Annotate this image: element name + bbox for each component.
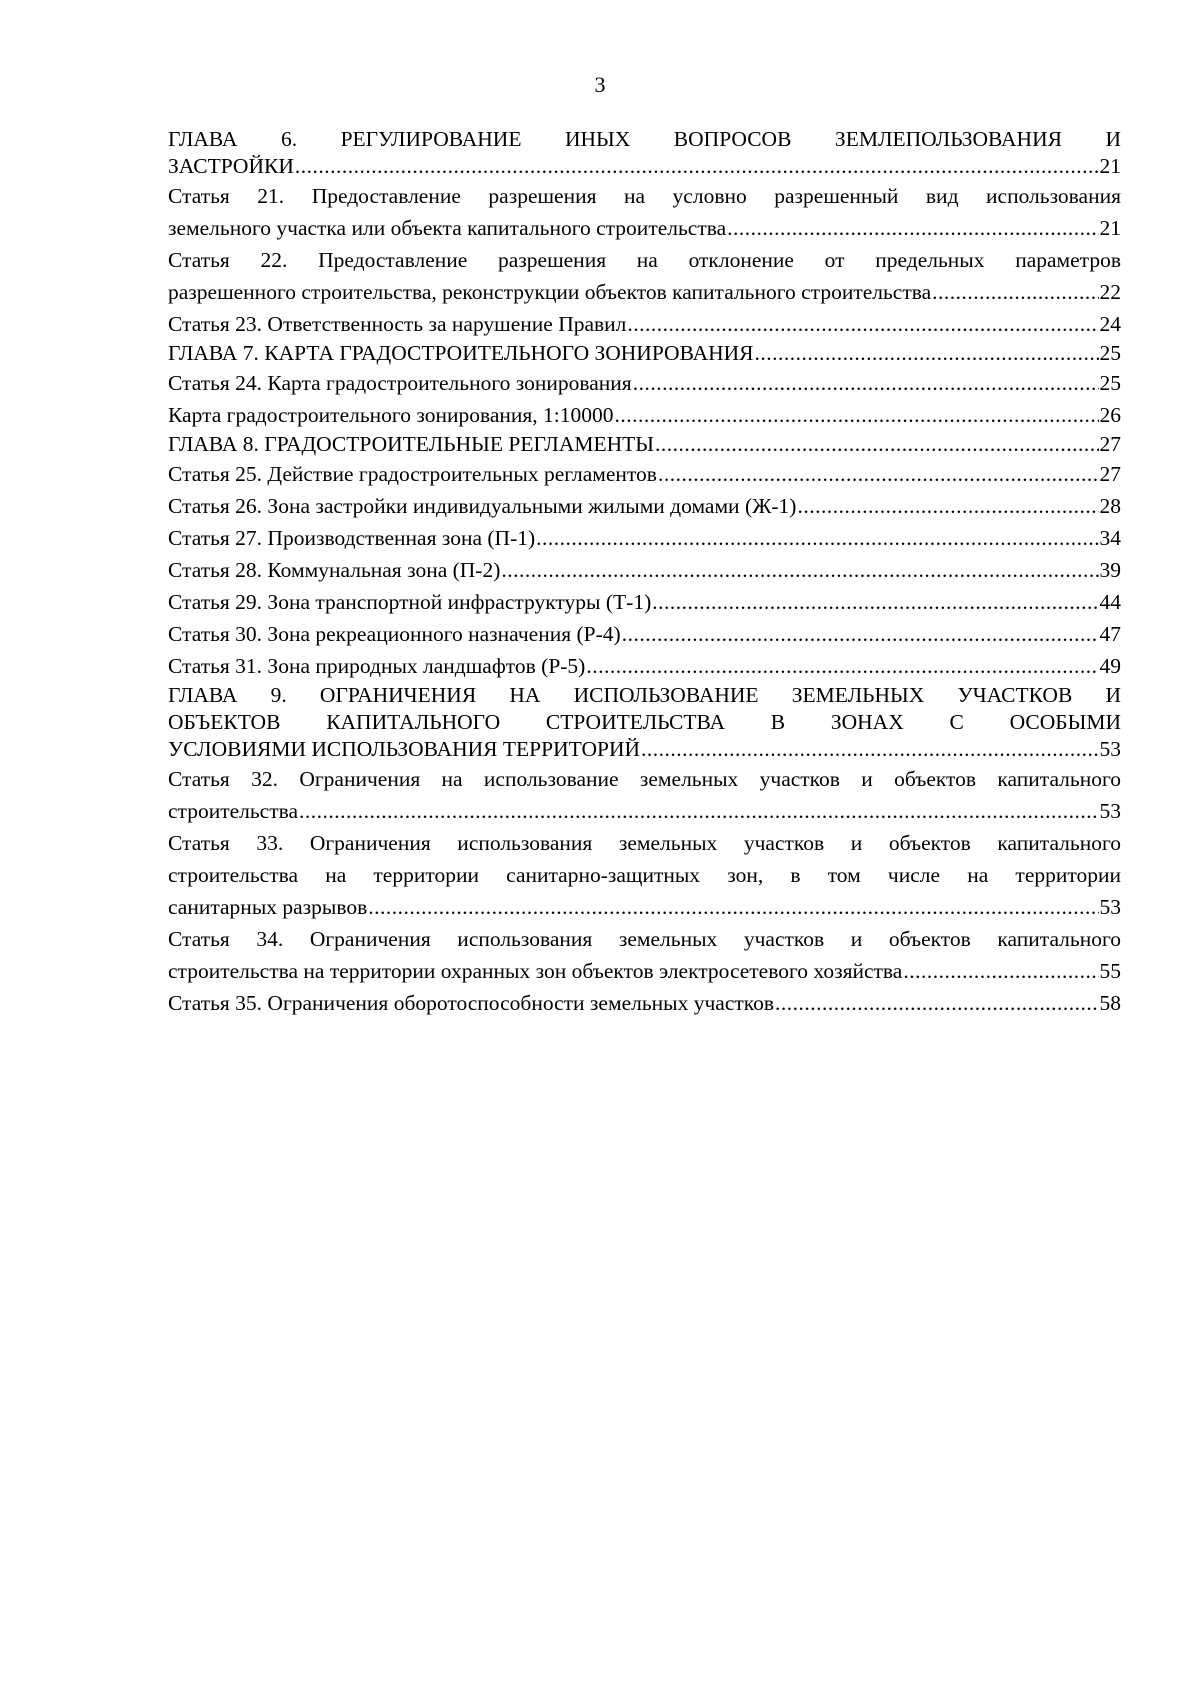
toc-entry-title: Статья 25. Действие градостроительных регламентов — [168, 462, 657, 486]
page-number: 3 — [594, 72, 606, 97]
toc-entry-title: строительства — [168, 799, 299, 823]
toc-page-number: 53 — [1099, 895, 1121, 919]
dot-leader — [627, 308, 1098, 340]
toc-entry-final-line — [168, 308, 1121, 340]
toc-entry-text-line: ГЛАВА 6. РЕГУЛИРОВАНИЕ ИНЫХ ВОПРОСОВ ЗЕМЛЕПОЛЬЗОВАНИЯ И — [168, 127, 1121, 151]
toc-entry-final-line — [168, 490, 1121, 522]
toc-entry-title: ГЛАВА 8. ГРАДОСТРОИТЕЛЬНЫЕ РЕГЛАМЕНТЫ — [168, 432, 655, 456]
dot-leader — [658, 458, 1099, 490]
toc-entry-text-line: ОБЪЕКТОВ КАПИТАЛЬНОГО СТРОИТЕЛЬСТВА В ЗОНАХ С ОСОБЫМИ — [168, 710, 1121, 734]
dot-leader — [536, 522, 1098, 554]
toc-entry-final-line — [168, 650, 1121, 682]
toc-entry-text-line: Статья 33. Ограничения использования земельных участков и объектов капитального — [168, 831, 1121, 855]
toc-entry-title: Статья 26. Зона застройки индивидуальными жилыми домами (Ж-1) — [168, 494, 797, 518]
toc-entry-title: Статья 31. Зона природных ландшафтов (Р-5) — [168, 654, 586, 678]
toc-page-number: 39 — [1099, 558, 1121, 582]
toc-entry-title: ГЛАВА 7. КАРТА ГРАДОСТРОИТЕЛЬНОГО ЗОНИРОВАНИЯ — [168, 341, 754, 365]
toc-page-number: 21 — [1099, 154, 1121, 178]
toc-page-number: 44 — [1099, 590, 1121, 614]
dot-leader — [655, 431, 1098, 458]
toc-entry-final-line — [168, 276, 1121, 308]
toc-entry-title: санитарных разрывов — [168, 895, 368, 919]
toc-page-number: 24 — [1099, 312, 1121, 336]
toc-entry-title: Карта градостроительного зонирования, 1:10000 — [168, 403, 614, 427]
toc-page-number: 34 — [1099, 526, 1121, 550]
toc-page-number: 27 — [1099, 462, 1121, 486]
toc-article-entry[interactable] — [168, 308, 1121, 340]
toc-page-number: 53 — [1099, 737, 1121, 761]
toc-chapter-entry[interactable] — [168, 340, 1121, 367]
toc-article-entry[interactable] — [168, 458, 1121, 490]
toc-entry-final-line — [168, 522, 1121, 554]
dot-leader — [586, 650, 1098, 682]
toc-entry-title: Статья 27. Производственная зона (П-1) — [168, 526, 536, 550]
dot-leader — [615, 399, 1099, 431]
dot-leader — [727, 212, 1098, 244]
toc-entry-final-line — [168, 795, 1121, 827]
toc-page-number: 25 — [1099, 371, 1121, 395]
toc-article-entry[interactable] — [168, 554, 1121, 586]
dot-leader — [903, 955, 1098, 987]
toc-entry-final-line — [168, 153, 1121, 180]
toc-article-entry[interactable] — [168, 180, 1121, 244]
toc-article-entry[interactable] — [168, 490, 1121, 522]
dot-leader — [295, 153, 1099, 180]
toc-entry-title: разрешенного строительства, реконструкции объектов капитального строительства — [168, 280, 932, 304]
toc-entry-final-line — [168, 431, 1121, 458]
toc-chapter-entry[interactable] — [168, 431, 1121, 458]
dot-leader — [633, 367, 1099, 399]
toc-page-number: 55 — [1099, 959, 1121, 983]
toc-entry-final-line — [168, 586, 1121, 618]
toc-article-entry[interactable] — [168, 618, 1121, 650]
toc-entry-final-line — [168, 618, 1121, 650]
toc-page-number: 49 — [1099, 654, 1121, 678]
toc-page-number: 22 — [1099, 280, 1121, 304]
toc-page-number: 28 — [1099, 494, 1121, 518]
toc-entry-final-line — [168, 891, 1121, 923]
table-of-contents — [168, 126, 1121, 1019]
toc-entry-title: Статья 30. Зона рекреационного назначения (Р-4) — [168, 622, 621, 646]
toc-article-entry[interactable] — [168, 923, 1121, 987]
toc-page-number: 26 — [1099, 403, 1121, 427]
dot-leader — [501, 554, 1098, 586]
toc-page-number: 47 — [1099, 622, 1121, 646]
toc-article-entry[interactable] — [168, 522, 1121, 554]
toc-chapter-entry[interactable] — [168, 126, 1121, 180]
toc-article-entry[interactable] — [168, 244, 1121, 308]
dot-leader — [797, 490, 1098, 522]
toc-page-number: 21 — [1099, 216, 1121, 240]
toc-entry-final-line — [168, 458, 1121, 490]
dot-leader — [368, 891, 1098, 923]
toc-entry-final-line — [168, 340, 1121, 367]
dot-leader — [932, 276, 1098, 308]
toc-entry-title: ЗАСТРОЙКИ — [168, 154, 294, 178]
toc-entry-title: УСЛОВИЯМИ ИСПОЛЬЗОВАНИЯ ТЕРРИТОРИЙ — [168, 737, 640, 761]
toc-article-entry[interactable] — [168, 987, 1121, 1019]
toc-page-number: 58 — [1099, 991, 1121, 1015]
toc-entry-text-line: Статья 22. Предоставление разрешения на отклонение от предельных параметров — [168, 248, 1121, 272]
dot-leader — [299, 795, 1098, 827]
toc-entry-text-line: Статья 32. Ограничения на использование земельных участков и объектов капитального — [168, 767, 1121, 791]
toc-article-entry[interactable] — [168, 827, 1121, 923]
dot-leader — [622, 618, 1099, 650]
toc-entry-title: Статья 29. Зона транспортной инфраструктуры (Т-1) — [168, 590, 652, 614]
toc-page-number: 53 — [1099, 799, 1121, 823]
toc-page-number: 25 — [1099, 341, 1121, 365]
toc-article-entry[interactable] — [168, 367, 1121, 399]
toc-entry-final-line — [168, 736, 1121, 763]
toc-chapter-entry[interactable] — [168, 682, 1121, 763]
toc-entry-final-line — [168, 367, 1121, 399]
toc-entry-final-line — [168, 987, 1121, 1019]
toc-entry-text-line: Статья 21. Предоставление разрешения на условно разрешенный вид использования — [168, 184, 1121, 208]
toc-entry-title: земельного участка или объекта капитального строительства — [168, 216, 727, 240]
toc-entry-title: Статья 23. Ответственность за нарушение Правил — [168, 312, 627, 336]
toc-article-entry[interactable] — [168, 586, 1121, 618]
dot-leader — [775, 987, 1098, 1019]
toc-entry-final-line — [168, 955, 1121, 987]
dot-leader — [755, 340, 1099, 367]
dot-leader — [652, 586, 1098, 618]
toc-entry-final-line — [168, 399, 1121, 431]
toc-article-entry[interactable] — [168, 650, 1121, 682]
toc-entry-final-line — [168, 212, 1121, 244]
toc-entry-title: Статья 24. Карта градостроительного зонирования — [168, 371, 632, 395]
toc-entry-title: Статья 28. Коммунальная зона (П-2) — [168, 558, 501, 582]
toc-entry-text-line: Статья 34. Ограничения использования земельных участков и объектов капитального — [168, 927, 1121, 951]
toc-entry-title: строительства на территории охранных зон объектов электросетевого хозяйства — [168, 959, 903, 983]
toc-article-entry[interactable] — [168, 763, 1121, 827]
dot-leader — [641, 736, 1099, 763]
toc-page-number: 27 — [1099, 432, 1121, 456]
toc-entry-text-line: строительства на территории санитарно-защитных зон, в том числе на территории — [168, 863, 1121, 887]
toc-entry-final-line — [168, 554, 1121, 586]
toc-article-entry[interactable] — [168, 399, 1121, 431]
toc-entry-title: Статья 35. Ограничения оборотоспособности земельных участков — [168, 991, 775, 1015]
toc-entry-text-line: ГЛАВА 9. ОГРАНИЧЕНИЯ НА ИСПОЛЬЗОВАНИЕ ЗЕМЕЛЬНЫХ УЧАСТКОВ И — [168, 683, 1121, 707]
